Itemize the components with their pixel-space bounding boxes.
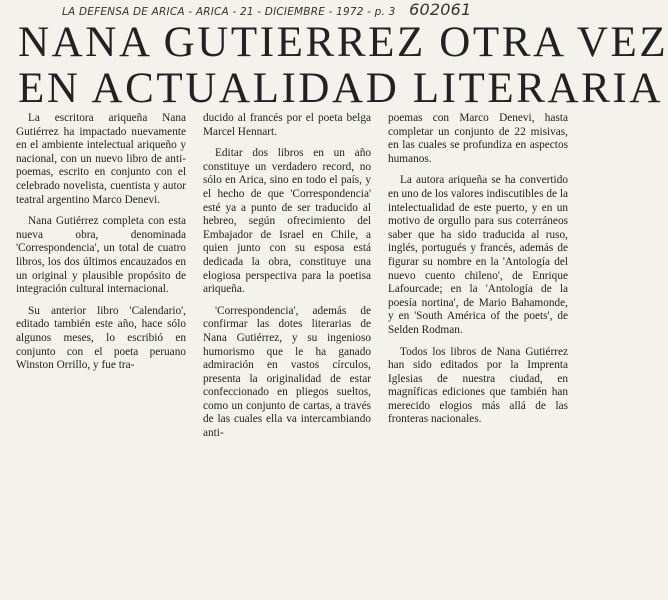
handwritten-source-annotation [62,0,569,18]
archive-number: 602061 [409,0,472,19]
column-3-paragraph: Todos los libros de Nana Gutiérrez han sido editados por la Imprenta Iglesias de nuestra ciudad, en magníficas ediciones que también han merecido elogios más allá de las fronteras nacionales. [388,345,568,426]
source-annotation-text: LA DEFENSA DE ARICA - ARICA - 21 - DICIEMBRE - 1972 - p. 3 [62,6,396,18]
article-headline [18,19,668,112]
column-2-paragraph: Editar dos libros en un año constituye un verdadero record, no sólo en Arica, sino en todo el país, y el hecho de que 'Correspondencia' esté ya a punto de ser traducido al hebreo, según ofrecimiento del Embajador de Israel en Chile, a quien junto con su esposa está dedicada la obra, constituye una elogiosa perspectiva para la poetisa ariqueña. [203,147,371,296]
article-column-3 [388,112,568,435]
column-3-paragraph: La autora ariqueña se ha convertido en uno de los valores indiscutibles de la intelectualidad de este puerto, y en un motivo de orgullo para sus coterráneos saber que ha sido traducida al ruso, inglés, portugués y francés, además de figurar su nombre en la 'Antología del nuevo cuento chileno', de Enrique Lafourcade; en la 'Antología de la poesía nortina', de Mario Bahamonde, y en 'South América of the poets', de Selden Rodman. [388,174,568,336]
column-1-paragraph: La escritora ariqueña Nana Gutiérrez ha impactado nuevamente en el ambiente intelectual ariqueño y nacional, con un nuevo libro de anti-poemas, escrito en conjunto con el celebrado novelista, cuentista y autor teatral argentino Marco Denevi. [16,112,186,206]
column-2-paragraph: 'Correspondencia', además de confirmar las dotes literarias de Nana Gutiérrez, y su ingenioso humorismo que le ha ganado admiración en vastos círculos, presenta la originalidad de estar confeccionado en pliegos sueltos, como un conjunto de cartas, a través de las cuales ella va intercambiando anti- [203,304,371,440]
column-1-paragraph: Nana Gutiérrez completa con esta nueva obra, denominada 'Correspondencia', un total de cuatro libros, los dos últimos encauzados en un original y plausible propósito de integración cultural internacional. [16,215,186,296]
headline-line-1: NANA GUTIERREZ OTRA VEZ [18,19,668,66]
column-2-paragraph: ducido al francés por el poeta belga Marcel Hennart. [203,112,371,138]
column-3-paragraph: poemas con Marco Denevi, hasta completar un conjunto de 22 misivas, en las cuales se profundiza en aspectos humanos. [388,112,568,165]
article-column-1 [16,112,186,381]
headline-line-2: EN ACTUALIDAD LITERARIA [18,65,664,112]
column-1-paragraph: Su anterior libro 'Calendario', editado también este año, hace sólo algunos meses, lo escribió en conjunto con el poeta peruano Winston Orrillo, y fue tra- [16,304,186,372]
article-column-2 [203,112,371,449]
